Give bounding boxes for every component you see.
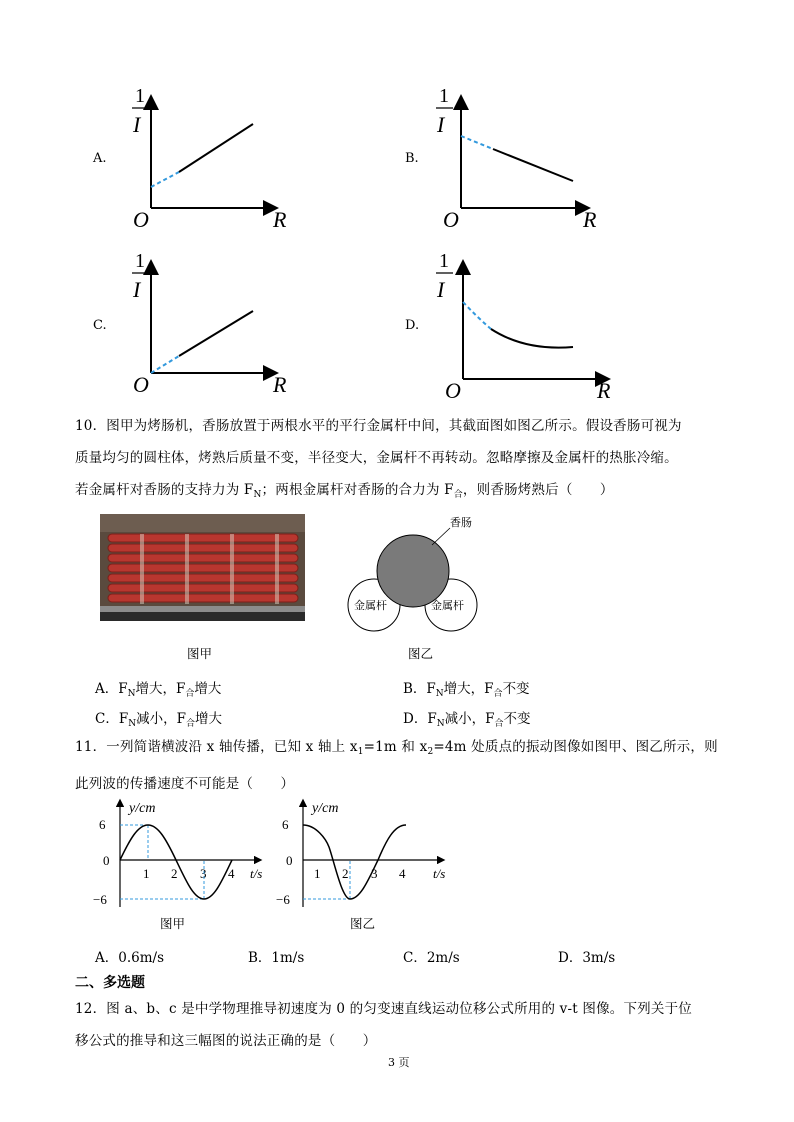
graph-line: [179, 124, 253, 172]
svg-text:1: 1: [439, 85, 449, 107]
sausage-label: 香肠: [450, 517, 472, 529]
svg-text:t/s: t/s: [433, 866, 446, 881]
svg-text:I: I: [133, 277, 141, 302]
svg-text:R: R: [273, 372, 287, 395]
y-axis-label-num: 1: [135, 85, 145, 107]
svg-text:1: 1: [314, 866, 321, 881]
svg-text:y/cm: y/cm: [312, 801, 339, 816]
dashed-extrapolation: [151, 172, 179, 187]
q12-line2: 移公式的推导和这三幅图的说法正确的是（ ）: [75, 1033, 377, 1049]
q11-line2: 此列波的传播速度不可能是（ ）: [75, 776, 295, 792]
rod-left-label: 金属杆: [354, 600, 387, 612]
svg-text:2: 2: [171, 866, 178, 881]
page-number: 3 页: [388, 1056, 410, 1069]
option-d-label: D.: [405, 318, 420, 333]
q11-choice-a[interactable]: A．0.6m/s: [95, 950, 164, 966]
sausage-cross-section: [340, 510, 500, 635]
sausage-grill-photo: [100, 514, 305, 621]
q10-line1: 10．图甲为烤肠机，香肠放置于两根水平的平行金属杆中间，其截面图如图乙所示。假设香肠可视为: [75, 418, 682, 434]
svg-text:0: 0: [103, 853, 110, 868]
q10-line3: 若金属杆对香肠的支持力为 $F_N$；两根金属杆对香肠的合力为 $F_合$，则香肠烤熟后（ ）: [75, 482, 614, 500]
q12-line1: 12．图 a、b、c 是中学物理推导初速度为 0 的匀变速直线运动位移公式所用的 v-t 图像。下列关于位: [75, 1001, 692, 1017]
svg-text:1: 1: [135, 250, 145, 272]
svg-text:R: R: [597, 378, 611, 403]
fig-jia-caption: 图甲: [187, 646, 213, 661]
svg-text:O: O: [445, 378, 461, 403]
svg-text:−6: −6: [276, 892, 290, 907]
origin-label: O: [133, 207, 149, 230]
graph-option-a: [115, 80, 295, 230]
q10-choice-b[interactable]: B．$F_N$增大，$F_合$不变: [403, 681, 530, 699]
svg-text:6: 6: [99, 817, 106, 832]
graph-option-c: [115, 245, 295, 395]
sausage-circle: [377, 535, 449, 607]
svg-text:1: 1: [143, 866, 150, 881]
q11-line1: 11．一列简谐横波沿 x 轴传播，已知 x 轴上 $x_1=1m$ 和 $x_2=4m$ 处质点的振动图像如图甲、图乙所示，则: [75, 739, 718, 757]
svg-text:3: 3: [200, 866, 207, 881]
graph-option-b: [425, 80, 615, 230]
svg-text:O: O: [133, 372, 149, 395]
svg-text:y/cm: y/cm: [129, 801, 156, 816]
svg-text:3: 3: [371, 866, 378, 881]
q10-choice-a[interactable]: A．$F_N$增大，$F_合$增大: [95, 681, 222, 699]
svg-text:4: 4: [228, 866, 235, 881]
option-b-label: B.: [405, 151, 419, 166]
svg-text:0: 0: [286, 853, 293, 868]
x-axis-label: R: [273, 207, 287, 230]
vibration-graph-yi: [268, 795, 458, 915]
rod-right-label: 金属杆: [431, 600, 464, 612]
q10-choice-c[interactable]: C．$F_N$减小，$F_合$增大: [95, 711, 222, 729]
q10-stem: [75, 410, 735, 511]
option-a-label: A.: [93, 151, 107, 166]
vibration-graph-jia: [85, 795, 275, 915]
svg-text:t/s: t/s: [250, 866, 263, 881]
svg-text:I: I: [437, 112, 445, 137]
q11-stem: [75, 731, 735, 800]
q12-stem: [75, 993, 735, 1057]
q11-choice-c[interactable]: C．2m/s: [403, 950, 460, 966]
svg-text:1: 1: [439, 250, 449, 272]
q11-choice-d[interactable]: D．3m/s: [558, 950, 616, 966]
svg-text:2: 2: [342, 866, 349, 881]
q11-fig-yi-caption: 图乙: [350, 916, 376, 931]
svg-text:R: R: [583, 207, 597, 230]
option-c-label: C.: [93, 318, 107, 333]
y-axis-label-den: I: [133, 112, 141, 137]
q11-fig-jia-caption: 图甲: [160, 916, 186, 931]
svg-text:I: I: [437, 277, 445, 302]
graph-option-d: [425, 245, 615, 405]
q10-choice-d[interactable]: D．$F_N$减小，$F_合$不变: [403, 711, 531, 729]
svg-text:4: 4: [399, 866, 406, 881]
q11-choice-b[interactable]: B．1m/s: [248, 950, 305, 966]
svg-text:6: 6: [282, 817, 289, 832]
q10-line2: 质量均匀的圆柱体，烤熟后质量不变，半径变大，金属杆不再转动。忽略摩擦及金属杆的热胀冷缩。: [75, 450, 678, 466]
section-heading-multiple-choice: 二、多选题: [75, 975, 145, 991]
fig-yi-caption: 图乙: [408, 646, 434, 661]
svg-text:−6: −6: [93, 892, 107, 907]
svg-text:O: O: [443, 207, 459, 230]
